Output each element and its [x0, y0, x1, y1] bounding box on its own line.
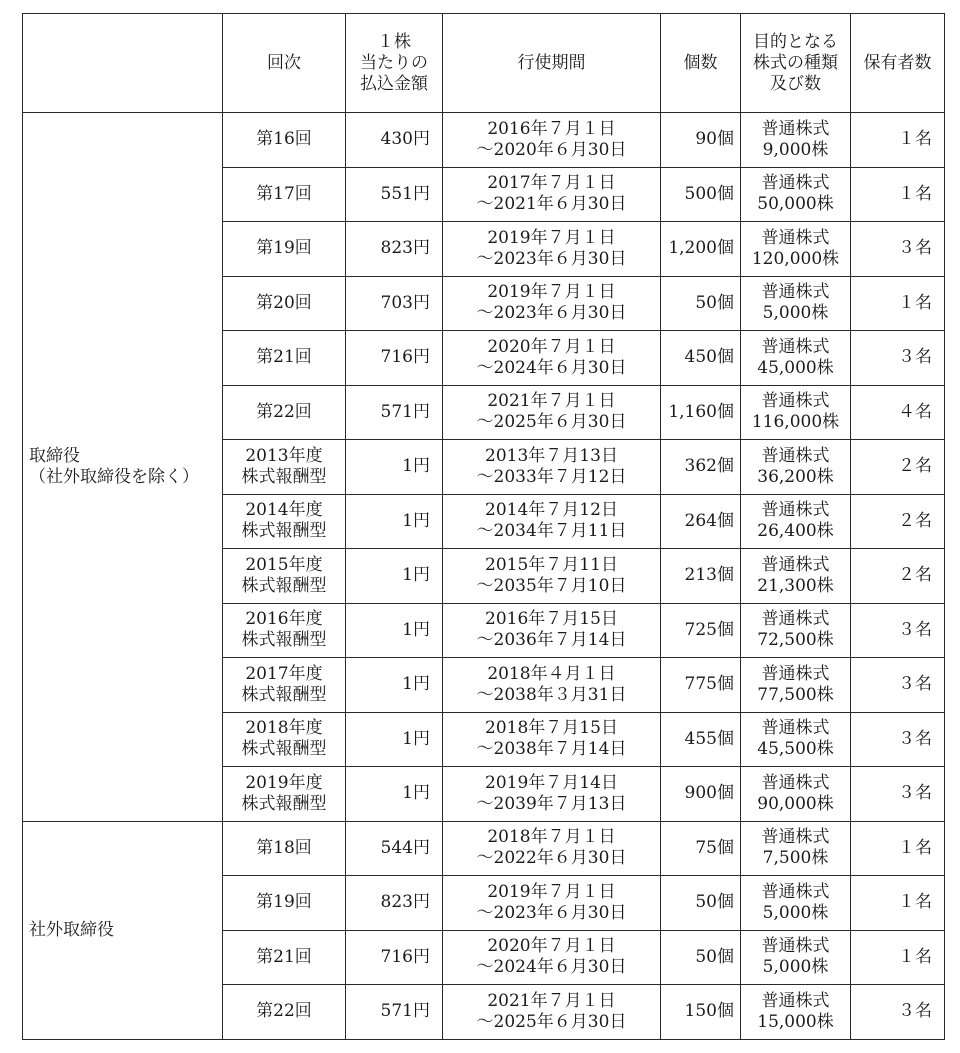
price-cell: 544円: [346, 821, 443, 876]
count-cell: 450個: [661, 331, 741, 386]
share-number: 120,000株: [751, 248, 840, 269]
share-number: 26,400株: [757, 521, 834, 542]
header-round: 回次: [223, 14, 346, 113]
share-number: 7,500株: [762, 848, 829, 869]
table-body: [23, 113, 945, 1040]
share-type: 普通株式: [761, 118, 830, 139]
round-cell: 2015年度 株式報酬型: [223, 549, 346, 604]
round-cell: 第22回: [223, 985, 346, 1040]
round-cell: 第19回: [223, 222, 346, 277]
share-type: 普通株式: [761, 227, 830, 248]
count-cell: 50個: [661, 876, 741, 931]
count-cell: 150個: [661, 985, 741, 1040]
holders-cell: ２名: [851, 440, 945, 495]
price-cell: 1円: [346, 712, 443, 767]
share-type: 普通株式: [761, 173, 830, 194]
share-number: 5,000株: [762, 303, 829, 324]
price-cell: 823円: [346, 222, 443, 277]
round-cell: 第22回: [223, 385, 346, 440]
header-count: 個数: [661, 14, 741, 113]
table-row: [23, 113, 945, 168]
period-cell: 2020年７月１日 ～2024年６月30日: [443, 930, 661, 985]
price-cell: 571円: [346, 385, 443, 440]
shares-cell: [741, 276, 851, 331]
price-cell: 1円: [346, 603, 443, 658]
holders-cell: １名: [851, 276, 945, 331]
period-cell: 2013年７月13日 ～2033年７月12日: [443, 440, 661, 495]
count-cell: 50個: [661, 276, 741, 331]
share-number: 15,000株: [757, 1011, 834, 1032]
header-shares: 目的となる 株式の種類 及び数: [741, 14, 851, 113]
header-row: [23, 14, 945, 113]
share-type: 普通株式: [761, 936, 830, 957]
table-row: [23, 821, 945, 876]
period-cell: 2019年７月14日 ～2039年７月13日: [443, 767, 661, 822]
holders-cell: １名: [851, 167, 945, 222]
share-number: 72,500株: [757, 630, 834, 651]
share-type: 普通株式: [761, 500, 830, 521]
share-type: 普通株式: [761, 445, 830, 466]
share-number: 9,000株: [762, 139, 829, 160]
share-type: 普通株式: [761, 881, 830, 902]
share-type: 普通株式: [761, 391, 830, 412]
price-cell: 703円: [346, 276, 443, 331]
shares-cell: [741, 494, 851, 549]
period-cell: 2021年７月１日 ～2025年６月30日: [443, 985, 661, 1040]
holders-cell: ３名: [851, 712, 945, 767]
header-role: [23, 14, 223, 113]
share-number: 45,500株: [757, 739, 834, 760]
count-cell: 1,200個: [661, 222, 741, 277]
round-cell: 2014年度 株式報酬型: [223, 494, 346, 549]
count-cell: 455個: [661, 712, 741, 767]
share-type: 普通株式: [761, 554, 830, 575]
period-cell: 2021年７月１日 ～2025年６月30日: [443, 385, 661, 440]
shares-cell: [741, 821, 851, 876]
holders-cell: ３名: [851, 985, 945, 1040]
shares-cell: [741, 603, 851, 658]
shares-cell: [741, 385, 851, 440]
period-cell: 2014年７月12日 ～2034年７月11日: [443, 494, 661, 549]
round-cell: 2016年度 株式報酬型: [223, 603, 346, 658]
count-cell: 264個: [661, 494, 741, 549]
share-type: 普通株式: [761, 718, 830, 739]
shares-cell: [741, 767, 851, 822]
share-number: 5,000株: [762, 902, 829, 923]
count-cell: 50個: [661, 930, 741, 985]
stock-options-table: [22, 13, 945, 1040]
share-number: 36,200株: [757, 466, 834, 487]
shares-cell: [741, 440, 851, 495]
period-cell: 2018年７月１日 ～2022年６月30日: [443, 821, 661, 876]
round-cell: 2013年度 株式報酬型: [223, 440, 346, 495]
period-cell: 2016年７月15日 ～2036年７月14日: [443, 603, 661, 658]
share-number: 116,000株: [751, 412, 840, 433]
period-cell: 2016年７月１日 ～2020年６月30日: [443, 113, 661, 168]
share-number: 5,000株: [762, 957, 829, 978]
shares-cell: [741, 222, 851, 277]
holders-cell: ２名: [851, 494, 945, 549]
period-cell: 2019年７月１日 ～2023年６月30日: [443, 222, 661, 277]
holders-cell: ４名: [851, 385, 945, 440]
period-cell: 2020年７月１日 ～2024年６月30日: [443, 331, 661, 386]
count-cell: 213個: [661, 549, 741, 604]
round-cell: 第21回: [223, 930, 346, 985]
share-type: 普通株式: [761, 336, 830, 357]
holders-cell: １名: [851, 876, 945, 931]
price-cell: 551円: [346, 167, 443, 222]
round-cell: 第18回: [223, 821, 346, 876]
count-cell: 500個: [661, 167, 741, 222]
price-cell: 1円: [346, 767, 443, 822]
count-cell: 1,160個: [661, 385, 741, 440]
share-number: 77,500株: [757, 684, 834, 705]
share-number: 45,000株: [757, 357, 834, 378]
period-cell: 2018年４月１日 ～2038年３月31日: [443, 658, 661, 713]
count-cell: 775個: [661, 658, 741, 713]
shares-cell: [741, 712, 851, 767]
shares-cell: [741, 331, 851, 386]
share-number: 90,000株: [757, 793, 834, 814]
shares-cell: [741, 167, 851, 222]
price-cell: 1円: [346, 658, 443, 713]
period-cell: 2015年７月11日 ～2035年７月10日: [443, 549, 661, 604]
holders-cell: １名: [851, 821, 945, 876]
share-number: 21,300株: [757, 575, 834, 596]
share-type: 普通株式: [761, 772, 830, 793]
count-cell: 90個: [661, 113, 741, 168]
price-cell: 1円: [346, 494, 443, 549]
share-type: 普通株式: [761, 827, 830, 848]
holders-cell: ３名: [851, 767, 945, 822]
count-cell: 725個: [661, 603, 741, 658]
round-cell: 第16回: [223, 113, 346, 168]
shares-cell: [741, 658, 851, 713]
period-cell: 2017年７月１日 ～2021年６月30日: [443, 167, 661, 222]
price-cell: 823円: [346, 876, 443, 931]
count-cell: 362個: [661, 440, 741, 495]
shares-cell: [741, 876, 851, 931]
round-cell: 2017年度 株式報酬型: [223, 658, 346, 713]
period-cell: 2019年７月１日 ～2023年６月30日: [443, 276, 661, 331]
period-cell: 2019年７月１日 ～2023年６月30日: [443, 876, 661, 931]
holders-cell: ３名: [851, 331, 945, 386]
document-page: [22, 13, 945, 1040]
price-cell: 716円: [346, 331, 443, 386]
price-cell: 1円: [346, 549, 443, 604]
role-group-cell: 取締役 （社外取締役を除く）: [23, 113, 223, 822]
holders-cell: ３名: [851, 222, 945, 277]
header-price: １株 当たりの 払込金額: [346, 14, 443, 113]
share-type: 普通株式: [761, 663, 830, 684]
price-cell: 571円: [346, 985, 443, 1040]
holders-cell: １名: [851, 930, 945, 985]
holders-cell: ３名: [851, 658, 945, 713]
round-cell: 第20回: [223, 276, 346, 331]
period-cell: 2018年７月15日 ～2038年７月14日: [443, 712, 661, 767]
shares-cell: [741, 113, 851, 168]
shares-cell: [741, 549, 851, 604]
round-cell: 第19回: [223, 876, 346, 931]
count-cell: 75個: [661, 821, 741, 876]
holders-cell: ２名: [851, 549, 945, 604]
price-cell: 1円: [346, 440, 443, 495]
round-cell: 2019年度 株式報酬型: [223, 767, 346, 822]
header-holders: 保有者数: [851, 14, 945, 113]
share-type: 普通株式: [761, 609, 830, 630]
role-group-cell: 社外取締役: [23, 821, 223, 1039]
holders-cell: ３名: [851, 603, 945, 658]
shares-cell: [741, 930, 851, 985]
price-cell: 430円: [346, 113, 443, 168]
holders-cell: １名: [851, 113, 945, 168]
share-type: 普通株式: [761, 282, 830, 303]
round-cell: 第17回: [223, 167, 346, 222]
share-number: 50,000株: [757, 194, 834, 215]
header-period: 行使期間: [443, 14, 661, 113]
price-cell: 716円: [346, 930, 443, 985]
round-cell: 第21回: [223, 331, 346, 386]
round-cell: 2018年度 株式報酬型: [223, 712, 346, 767]
share-type: 普通株式: [761, 990, 830, 1011]
shares-cell: [741, 985, 851, 1040]
count-cell: 900個: [661, 767, 741, 822]
